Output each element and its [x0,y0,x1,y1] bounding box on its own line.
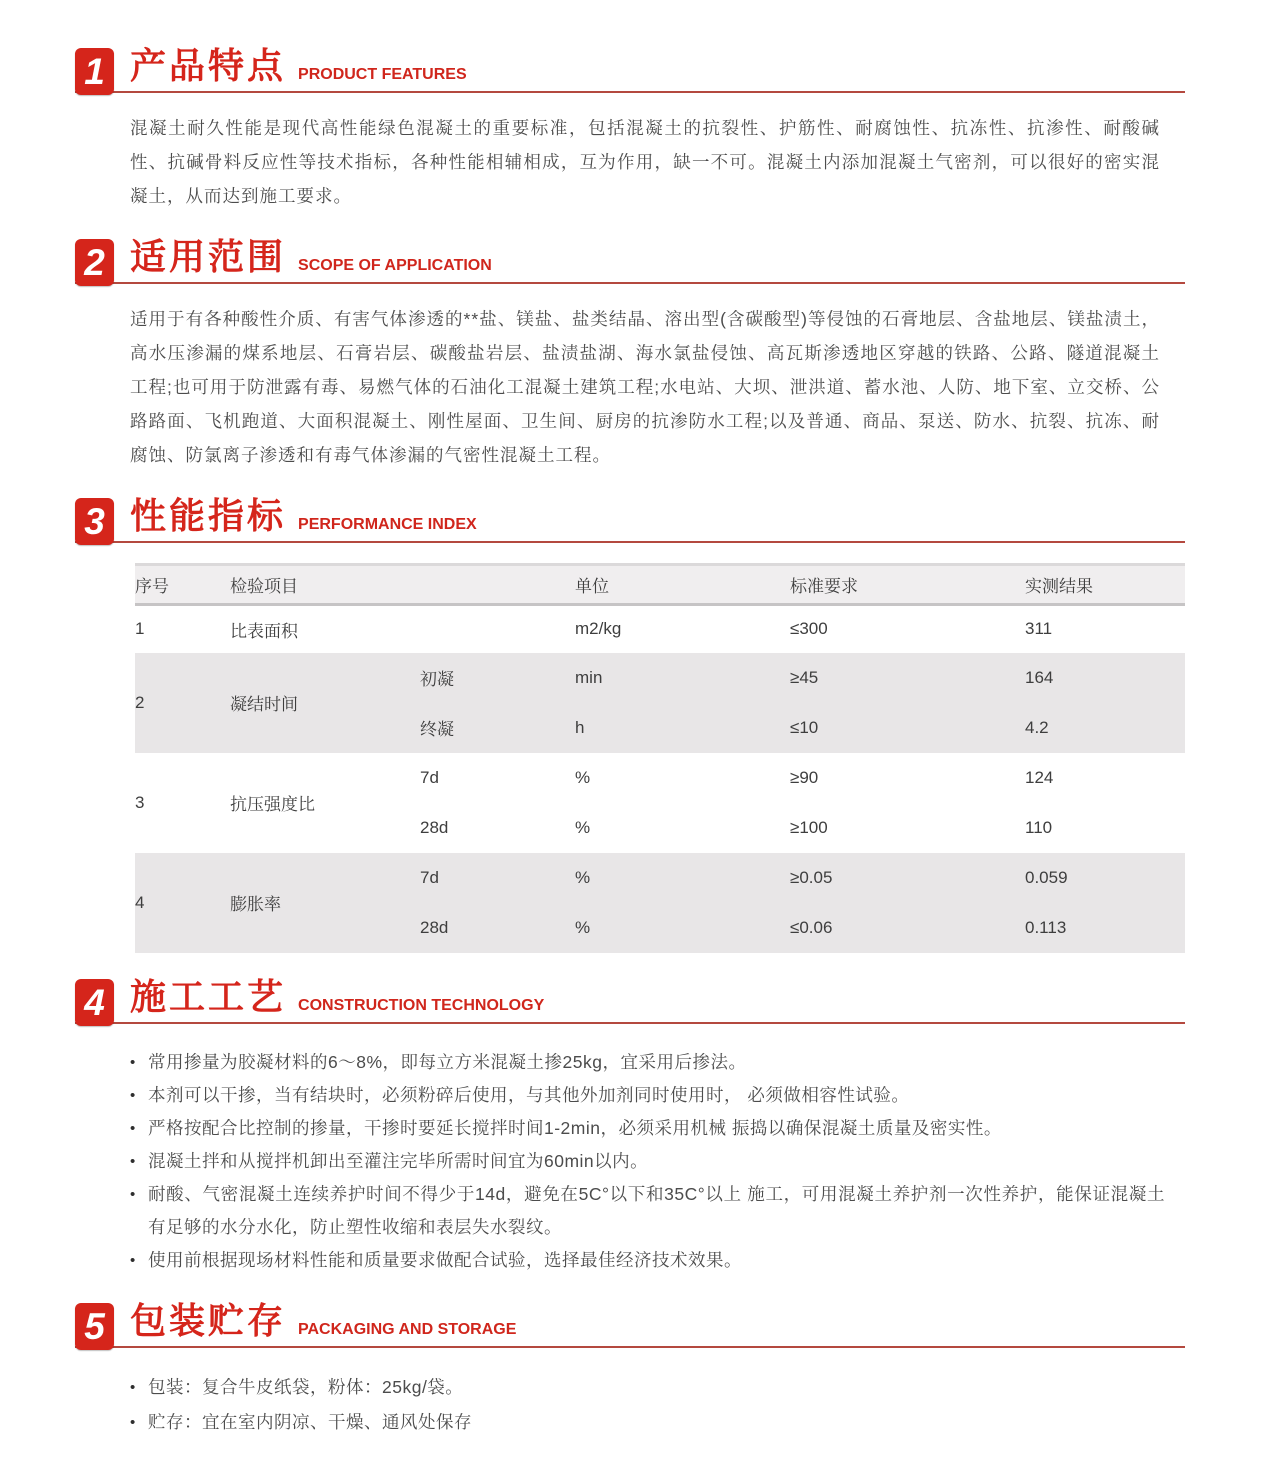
cell-subitem: 28d [420,817,449,837]
table-row [135,853,1185,903]
bullet-dot-icon: • [130,1119,136,1137]
cell-no: 4 [135,892,145,912]
bullet-text: 包装：复合牛皮纸袋，粉体：25kg/袋。 [148,1376,464,1397]
section-title: 包装贮存 [130,1299,287,1341]
cell-unit: % [575,917,591,937]
cell-item: 抗压强度比 [230,795,315,814]
section-4 [75,975,1185,1277]
section-2 [75,236,1185,472]
section-titles [130,1299,517,1341]
cell-result: 0.113 [1025,917,1067,937]
section-titles [130,495,477,536]
cell-unit: h [575,717,585,737]
header-cell-standard: 标准要求 [790,577,858,596]
section-1 [75,45,1185,213]
cell-unit: % [575,767,591,787]
table-row [135,605,1185,653]
bullet-text: 混凝土拌和从搅拌机卸出至灌注完毕所需时间宜为60min以内。 [148,1150,649,1171]
cell-subitem [420,605,575,653]
header-cell-no: 序号 [135,577,169,596]
bullet-item [130,1145,1165,1178]
paragraph: 适用于有各种酸性介质、有害气体渗透的**盐、镁盐、盐类结晶、溶出型(含碳酸型)等侵蚀的石膏地层、含盐地层、镁盐渍土，高水压渗漏的煤系地层、石膏岩层、碳酸盐岩层、盐渍盐湖、海水氯盐侵蚀、高瓦斯渗透地区穿越的铁路、公路、隧道混凝土工程;也可用于防泄露有毒、易燃气体的石油化工混凝土建筑工程;水电站、大坝、泄洪道、蓄水池、人防、地下室、立交桥、公路路面、飞机跑道、大面积混凝土、刚性屋面、卫生间、厨房的抗渗防水工程;以及普通、商品、泵送、防水、抗裂、抗冻、耐腐蚀、防氯离子渗透和有毒气体渗漏的气密性混凝土工程。 [130,309,1160,465]
bullet-dot-icon: • [130,1185,136,1203]
bullet-item [130,1370,1165,1405]
section-header [75,236,1185,284]
section-number-badge: 2 [75,239,114,286]
section-subtitle: SCOPE OF APPLICATION [298,257,492,274]
cell-result: 0.059 [1025,867,1068,887]
section-titles [130,975,545,1017]
section-number-badge: 5 [75,1303,114,1350]
header-cell-item: 检验项目 [230,577,298,596]
cell-standard: ≤0.06 [790,917,833,937]
cell-result: 4.2 [1025,717,1049,737]
cell-result: 110 [1025,817,1053,837]
section-titles [130,45,467,86]
bullet-text: 本剂可以干掺，当有结块时，必须粉碎后使用，与其他外加剂同时使用时， 必须做相容性试验。 [148,1084,910,1105]
cell-unit: min [575,667,603,687]
section-title: 施工工艺 [130,975,287,1017]
bullet-item [130,1405,1165,1440]
bullet-dot-icon: • [130,1053,136,1071]
cell-subitem: 28d [420,917,449,937]
section-header [75,45,1185,93]
bullet-item [130,1112,1165,1145]
section-number-badge: 4 [75,979,114,1026]
section-header [75,1299,1185,1348]
paragraph: 混凝土耐久性能是现代高性能绿色混凝土的重要标准，包括混凝土的抗裂性、护筋性、耐腐蚀性、抗冻性、抗渗性、耐酸碱性、抗碱骨料反应性等技术指标，各种性能相辅相成，互为作用，缺一不可。混凝土内添加混凝土气密剂，可以很好的密实混凝土，从而达到施工要求。 [130,118,1160,206]
section-5 [75,1299,1185,1440]
section-number-badge: 3 [75,498,114,545]
cell-subitem: 7d [420,867,439,887]
cell-result: 164 [1025,667,1054,687]
cell-no: 2 [135,692,145,712]
cell-standard: ≥100 [790,817,828,837]
cell-standard: ≤10 [790,717,819,737]
cell-item: 凝结时间 [230,695,298,714]
bullet-text: 常用掺量为胶凝材料的6～8%，即每立方米混凝土掺25kg，宜采用后掺法。 [148,1051,747,1072]
section-title: 性能指标 [130,495,287,536]
section-header [75,975,1185,1024]
section-3 [75,495,1185,953]
section-subtitle: PERFORMANCE INDEX [298,516,477,533]
bullet-dot-icon: • [130,1378,136,1396]
cell-result: 311 [1025,619,1053,639]
cell-no: 1 [135,619,145,639]
bullet-item [130,1244,1165,1277]
section-header [75,495,1185,543]
header-cell-result: 实测结果 [1025,577,1093,596]
section-title: 适用范围 [130,236,287,277]
bullet-text: 使用前根据现场材料性能和质量要求做配合试验，选择最佳经济技术效果。 [148,1249,742,1270]
table-header-row [135,565,1185,605]
table-row [135,653,1185,703]
cell-subitem: 初凝 [420,670,454,689]
bullet-dot-icon: • [130,1152,136,1170]
bullet-text: 耐酸、气密混凝土连续养护时间不得少于14d，避免在5C°以下和35C°以上 施工，可用混凝土养护剂一次性养护，能保证混凝土有足够的水分水化，防止塑性收缩和表层失水裂纹。 [148,1183,1165,1237]
bullet-item [130,1046,1165,1079]
section-subtitle: PACKAGING AND STORAGE [298,1320,517,1338]
bullet-text: 严格按配合比控制的掺量，干掺时要延长搅拌时间1-2min，必须采用机械 振捣以确保混凝土质量及密实性。 [148,1117,1002,1138]
bullet-dot-icon: • [130,1413,136,1431]
cell-result: 124 [1025,767,1054,787]
bullet-item [130,1178,1165,1244]
cell-unit: % [575,817,591,837]
section-title: 产品特点 [130,45,287,86]
cell-unit: % [575,867,591,887]
header-cell-unit: 单位 [575,577,609,596]
cell-standard: ≥45 [790,667,819,687]
bullet-item [130,1079,1165,1112]
bullet-dot-icon: • [130,1086,136,1104]
cell-standard: ≥90 [790,767,819,787]
section-number-badge: 1 [75,48,114,95]
cell-item: 膨胀率 [230,895,281,914]
cell-standard: ≤300 [790,619,828,639]
cell-item: 比表面积 [230,621,298,641]
table-row [135,753,1185,803]
cell-no: 3 [135,792,145,812]
section-titles [130,236,492,277]
section-subtitle: CONSTRUCTION TECHNOLOGY [298,996,545,1014]
bullet-dot-icon: • [130,1251,136,1269]
performance-table [135,563,1185,953]
cell-standard: ≥0.05 [790,867,833,887]
content [75,45,1185,1440]
bullet-text: 贮存：宜在室内阴凉、干燥、通风处保存 [148,1411,472,1432]
cell-unit: m2/kg [575,619,622,639]
section-subtitle: PRODUCT FEATURES [298,66,467,83]
cell-subitem: 7d [420,767,439,787]
bullet-list [130,1370,1165,1440]
bullet-list [130,1046,1165,1277]
cell-subitem: 终凝 [420,720,454,739]
